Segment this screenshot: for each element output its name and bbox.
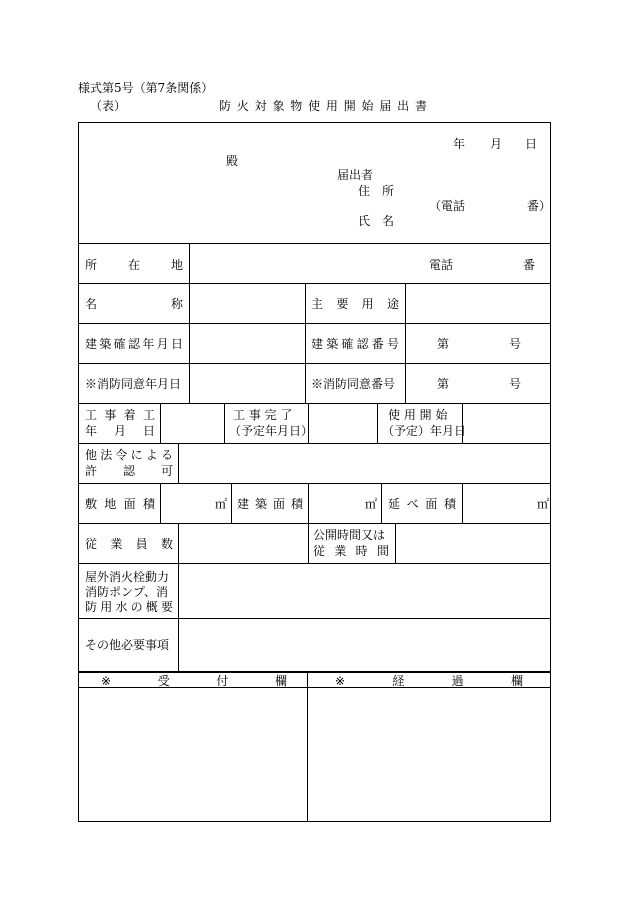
building-confirm-date-label: 建 築 確 認 年 月 日 [85,337,183,351]
construction-start-label: 工 事 着 工 [85,408,155,422]
fire-go: 号 [509,377,522,391]
submitter-label: 届出者 [337,168,374,182]
construction-start-label-2: 年 月 日 [85,424,155,438]
date-month: 月 [490,137,503,151]
outdoor-label-2: 消防ポンプ、消 [85,585,169,599]
building-dai: 第 [437,337,450,351]
open-hours-label: 公開時間又は [313,528,386,542]
building-confirm-no-label: 建 築 確 認 番 号 [311,337,399,351]
fire-consent-date-label: ※消防同意年月日 [85,377,182,391]
employees-label: 従 業 員 数 [85,537,173,551]
total-floor-area-label: 延 べ 面 積 [388,497,456,511]
form-table [78,122,551,822]
site-area-unit: ㎡ [215,497,228,511]
reception-header: ※ 受 付 欄 [101,674,287,688]
phone-open: （電話 [429,199,466,213]
date-year: 年 [453,137,466,151]
other-law-label-2: 許 認 可 [85,464,173,478]
outdoor-label-3: 防 用 水 の 概 要 [85,600,173,614]
date-day: 日 [525,137,538,151]
location-label: 所 在 地 [85,258,183,272]
other-items-label: その他必要事項 [85,638,170,652]
other-law-label: 他 法 令 に よ る [85,448,173,462]
use-start-label-2: （予定）年月日 [382,424,467,438]
location-phone: 電話 [429,258,454,272]
form-side: （表） [90,99,127,113]
building-go: 号 [509,337,522,351]
name-field-label: 名 称 [85,297,183,311]
form-title: 防 火 対 象 物 使 用 開 始 届 出 書 [219,99,428,113]
form-number: 様式第5号（第7条関係） [78,81,214,95]
addressee-suffix: 殿 [226,154,239,168]
fire-consent-no-label: ※消防同意番号 [311,377,396,391]
building-area-unit: ㎡ [365,497,378,511]
construction-end-label: 工 事 完 了 [233,408,293,422]
main-use-label: 主 要 用 途 [311,297,399,311]
construction-end-label-2: （予定年月日） [229,424,314,438]
phone-close: 番） [527,199,552,213]
open-hours-label-2: 従 業 時 間 [313,544,389,558]
outdoor-label-1: 屋外消火栓動力 [85,570,170,584]
building-area-label: 建 築 面 積 [237,497,303,511]
address-label: 住 所 [358,184,395,198]
total-floor-area-unit: ㎡ [537,497,550,511]
location-phone-ban: 番 [523,258,536,272]
name-label: 氏 名 [358,214,395,228]
progress-header: ※ 経 過 欄 [335,674,523,688]
site-area-label: 敷 地 面 積 [85,497,155,511]
fire-dai: 第 [437,377,450,391]
use-start-label: 使 用 開 始 [388,408,448,422]
